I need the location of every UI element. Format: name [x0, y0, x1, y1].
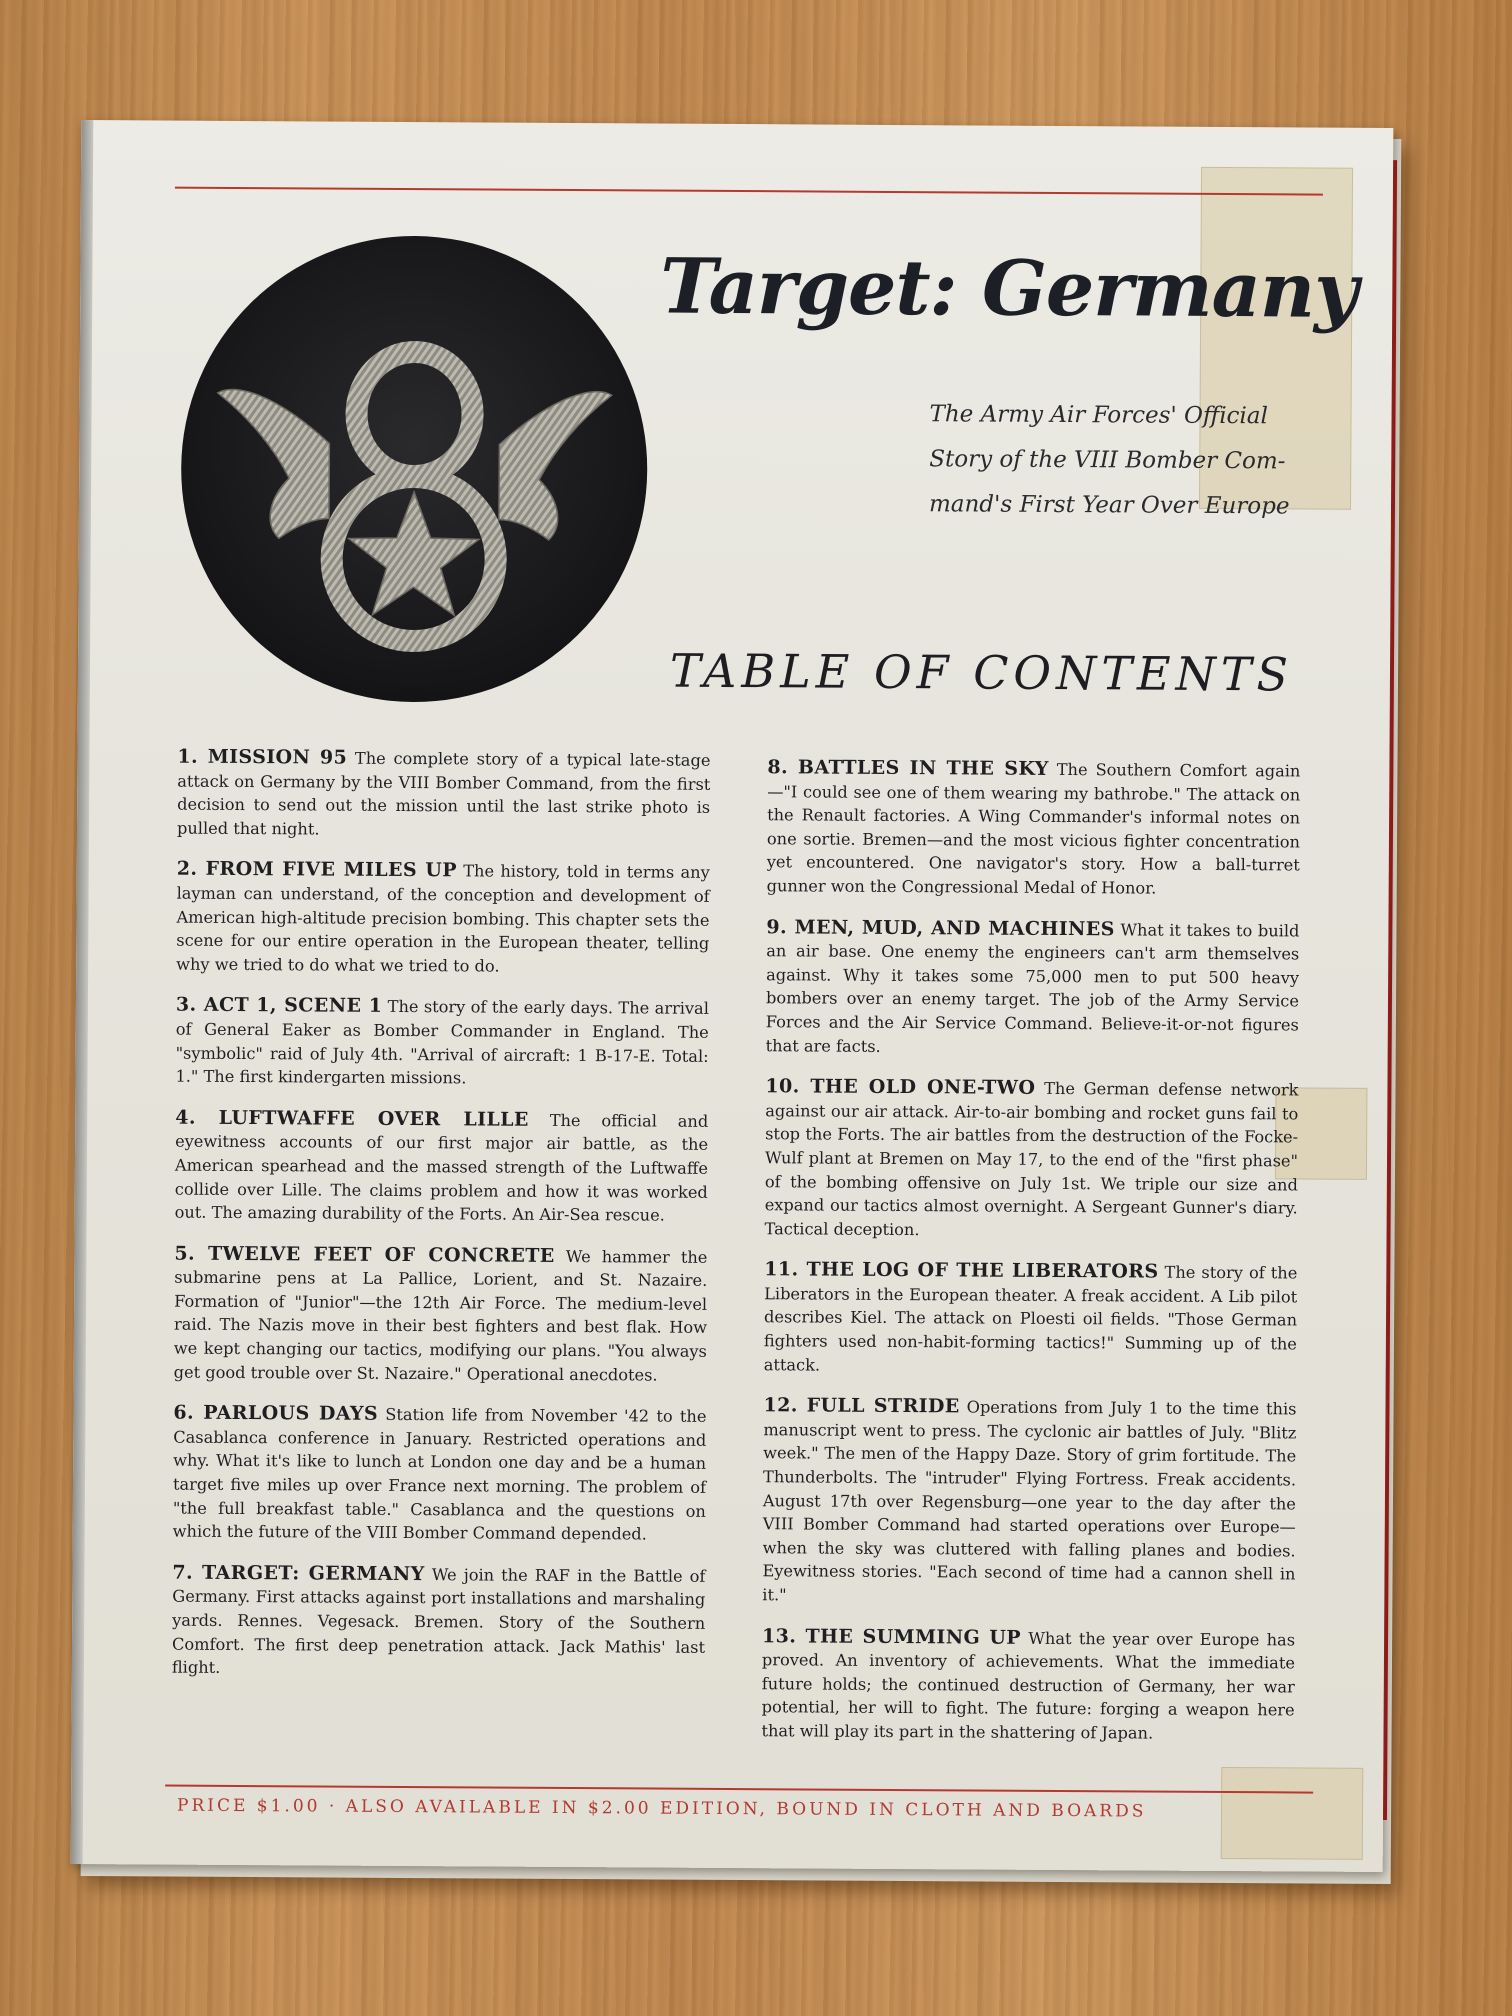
subtitle-line: mand's First Year Over Europe: [928, 491, 1290, 520]
toc-entry-title: 9. MEN, MUD, AND MACHINES: [766, 915, 1115, 940]
toc-entry: [172, 1561, 706, 1682]
toc-heading: TABLE OF CONTENTS: [669, 643, 1294, 702]
toc-entry-title: 7. TARGET: GERMANY: [172, 1561, 425, 1585]
toc-entry: [764, 1258, 1298, 1379]
toc-entry: [767, 756, 1301, 901]
toc-entry-title: 4. LUFTWAFFE OVER LILLE: [175, 1106, 529, 1131]
toc-entry: [766, 916, 1300, 1061]
toc-entry: [173, 1402, 707, 1547]
toc-entry-title: 13. THE SUMMING UP: [762, 1624, 1022, 1649]
book-back-cover: [71, 120, 1394, 1872]
toc-entry-desc: What it takes to build an air base. One enemy the engineers can't arm themselves against. Why it takes some 75,000 men to put 500 heavy bombers over an enemy target. The job of the Army Service Forces and the Air Service Command. Believe-it-or-not figures that are facts.: [765, 919, 1300, 1056]
book-title: Target: Germany: [660, 241, 1358, 335]
toc-entry-desc: The official and eyewitness accounts of our first major air battle, as the American spearhead and the massed strength of the Luftwaffe collide over Lille. The claims problem and how it was worked out. The amazing durability of the Forts. An Air-Sea rescue.: [174, 1110, 709, 1225]
toc-entry: [765, 1075, 1299, 1243]
subtitle-line: The Army Air Forces' Official: [929, 401, 1268, 430]
subtitle-line: Story of the VIII Bomber Com-: [929, 446, 1286, 475]
toc-entry-desc: The story of the early days. The arrival of General Eaker as Bomber Commander in England. The "symbolic" raid of July 4th. "Arrival of aircraft: 1 B-17-E. Total: 1." The first kindergarten missions.: [175, 997, 709, 1088]
toc-left-column: [172, 746, 711, 1701]
toc-entry-title: 2. FROM FIVE MILES UP: [176, 857, 457, 882]
toc-entry-desc: The history, told in terms any layman can understand, of the conception and development of American high-altitude precision bombing. This chapter sets the scene for our entire operation in the European theater, telling why we tried to do what we tried to do.: [176, 861, 710, 976]
toc-entry: [176, 858, 710, 979]
top-red-rule: [175, 187, 1323, 196]
toc-entry-desc: The story of the Liberators in the European theater. A freak accident. A Lib pilot describes Kiel. The attack on Ploesti oil fields. "Those German fighters used non-habit-forming tactics!" Summing up of the attack.: [763, 1262, 1298, 1375]
toc-entry: [175, 1106, 709, 1227]
toc-entry-title: 6. PARLOUS DAYS: [173, 1401, 379, 1426]
toc-entry-desc: The German defense network against our air attack. Air-to-air bombing and rocket guns fail to stop the Forts. The air battles from the destruction of the Focke-Wulf plant at Bremen on May 17, to the end of the "first phase" of the bombing offensive on July 1st. We triple our size and expand our tactics almost overnight. A Sergeant Gunner's diary. Tactical deception.: [764, 1079, 1299, 1239]
book-subtitle: [929, 392, 1320, 529]
toc-entry-desc: Operations from July 1 to the time this manuscript went to press. The cyclonic air battles of July. "Blitz week." The men of the Happy Daze. Story of grim fortitude. The Thunderbolts. The "intruder" Flying Fortress. Freak accidents. August 17th over Regensburg—one year to the day after the VIII Bomber Command had started operations over Europe—when the sky was cluttered with falling planes and bodies. Eyewitness stories. "Each second of time had a cannon shell in it.": [762, 1397, 1297, 1605]
toc-entry: [762, 1394, 1296, 1610]
toc-entry-title: 10. THE OLD ONE-TWO: [765, 1075, 1036, 1099]
toc-entry-title: 5. TWELVE FEET OF CONCRETE: [174, 1242, 555, 1267]
toc-entry-desc: We join the RAF in the Battle of Germany. First attacks against port installations and marshaling yards. Rennes. Vegesack. Bremen. Story of the Southern Comfort. The first deep penetration attack. Jack Mathis' last flight.: [171, 1564, 706, 1678]
toc-entry-title: 11. THE LOG OF THE LIBERATORS: [764, 1258, 1159, 1283]
toc-entry-title: 8. BATTLES IN THE SKY: [767, 756, 1049, 780]
toc-entry-desc: Station life from November '42 to the Casablanca conference in January. Restricted operations and why. What it's like to lunch at London one day and be a human target five miles up over France next morning. The problem of "the full breakfast table." Casablanca and the questions on which the future of the VIII Bomber Command depended.: [172, 1405, 707, 1544]
toc-entry-title: 1. MISSION 95: [177, 745, 348, 769]
price-line: PRICE $1.00 · ALSO AVAILABLE IN $2.00 EDITION, BOUND IN CLOTH AND BOARDS: [176, 1795, 1147, 1822]
toc-entry: [761, 1625, 1295, 1746]
toc-entry: [177, 746, 711, 844]
eighth-air-force-patch-icon: [178, 233, 651, 706]
bottom-red-rule: [165, 1785, 1313, 1794]
toc-right-column: [761, 756, 1300, 1764]
toc-entry-title: 3. ACT 1, SCENE 1: [175, 993, 383, 1018]
toc-entry-desc: The complete story of a typical late-stage attack on Germany by the VIII Bomber Command, from the first decision to send out the mission until the last strike photo is pulled that night.: [176, 748, 711, 839]
toc-entry-desc: We hammer the submarine pens at La Pallice, Lorient, and St. Nazaire. Formation of "Junior"—the 12th Air Force. The medium-level raid. The Nazis move in their best fighters and best flak. How we kept changing our tactics, modifying our plans. "You always get good trouble over St. Nazaire." Operational anecdotes.: [173, 1246, 708, 1385]
toc-entry: [174, 1242, 708, 1387]
toc-entry-desc: The Southern Comfort again—"I could see one of them wearing my bathrobe." The attack on the Renault factories. A Wing Commander's informal notes on one sortie. Bremen—and the most vicious fighter concentration yet encountered. One navigator's story. How a ball-turret gunner won the Congressional Medal of Honor.: [766, 759, 1301, 898]
toc-entry: [175, 994, 709, 1092]
toc-entry-desc: What the year over Europe has proved. An inventory of achievements. What the immediate future holds; the continued destruction of Germany, her war potential, her will to fight. The future: forging a weapon here that will play its part in the shattering of Japan.: [761, 1628, 1296, 1743]
toc-entry-title: 12. FULL STRIDE: [763, 1394, 960, 1418]
